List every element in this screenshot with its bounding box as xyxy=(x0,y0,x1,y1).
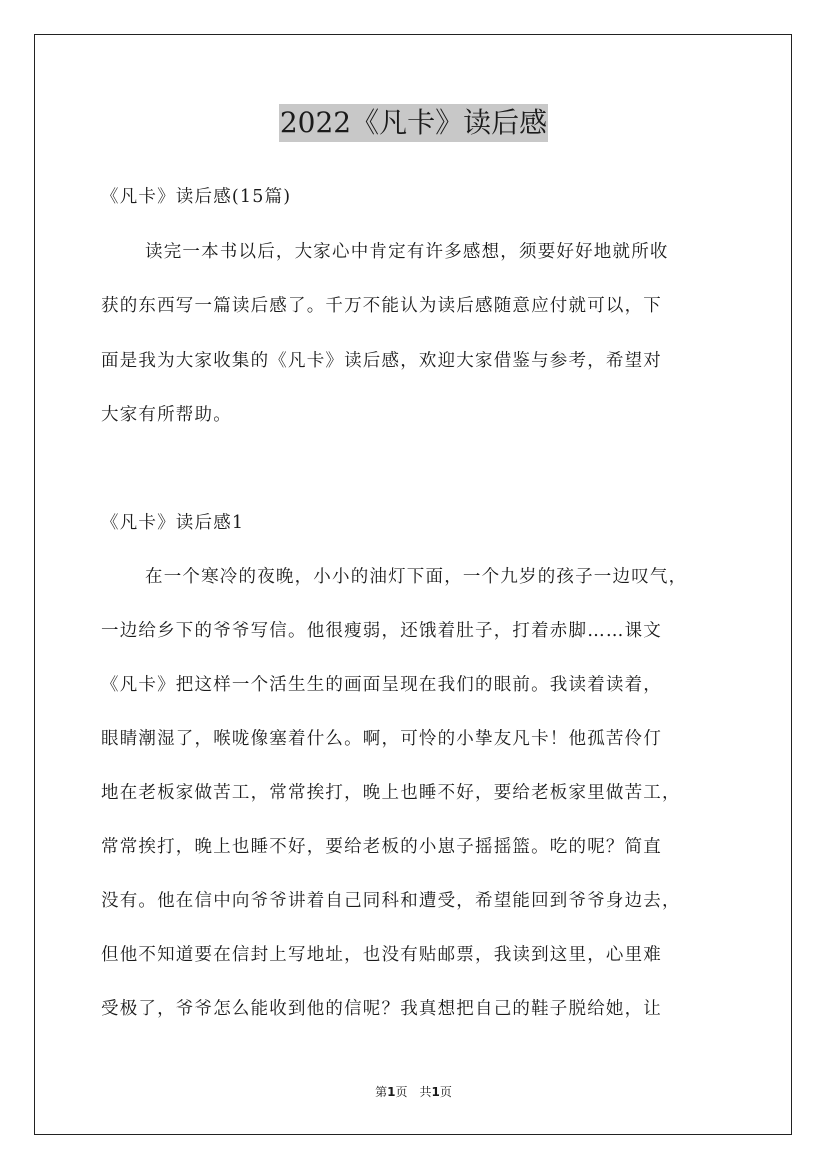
footer-page-total: 1 xyxy=(431,1085,440,1099)
footer-mid: 页 共 xyxy=(395,1085,432,1099)
page-footer xyxy=(0,1083,827,1100)
footer-page-current: 1 xyxy=(387,1085,396,1099)
footer-suffix: 页 xyxy=(439,1085,452,1099)
footer-prefix: 第 xyxy=(375,1085,388,1099)
section-line[interactable]: 《凡卡》把这样一个活生生的画面呈现在我们的眼前。我读着读着， xyxy=(101,675,662,695)
section-line[interactable]: 地在老板家做苦工，常常挨打，晚上也睡不好，要给老板家里做苦工， xyxy=(101,783,681,803)
section-line[interactable]: 在一个寒冷的夜晚，小小的油灯下面，一个九岁的孩子一边叹气， xyxy=(145,567,688,587)
subtitle[interactable]: 《凡卡》读后感(15篇) xyxy=(101,187,292,207)
intro-line[interactable]: 读完一本书以后，大家心中肯定有许多感想，须要好好地就所收 xyxy=(145,242,669,262)
section-line[interactable]: 眼睛潮湿了，喉咙像塞着什么。啊，可怜的小挚友凡卡！他孤苦伶仃 xyxy=(101,729,662,749)
title-area xyxy=(0,104,827,142)
intro-line[interactable]: 获的东西写一篇读后感了。千万不能认为读后感随意应付就可以，下 xyxy=(101,296,662,316)
intro-line[interactable]: 大家有所帮助。 xyxy=(101,405,232,425)
section-heading[interactable]: 《凡卡》读后感1 xyxy=(101,513,245,533)
section-line[interactable]: 没有。他在信中向爷爷讲着自己同科和遭受，希望能回到爷爷身边去， xyxy=(101,891,681,911)
section-line[interactable]: 一边给乡下的爷爷写信。他很瘦弱，还饿着肚子，打着赤脚……课文 xyxy=(101,621,662,641)
section-line[interactable]: 常常挨打，晚上也睡不好，要给老板的小崽子摇摇篮。吃的呢？简直 xyxy=(101,837,662,857)
section-line[interactable]: 受极了，爷爷怎么能收到他的信呢？我真想把自己的鞋子脱给她，让 xyxy=(101,999,662,1019)
document-title[interactable]: 2022《凡卡》读后感 xyxy=(279,104,548,142)
section-line[interactable]: 但他不知道要在信封上写地址，也没有贴邮票，我读到这里，心里难 xyxy=(101,945,662,965)
intro-line[interactable]: 面是我为大家收集的《凡卡》读后感，欢迎大家借鉴与参考，希望对 xyxy=(101,351,662,371)
